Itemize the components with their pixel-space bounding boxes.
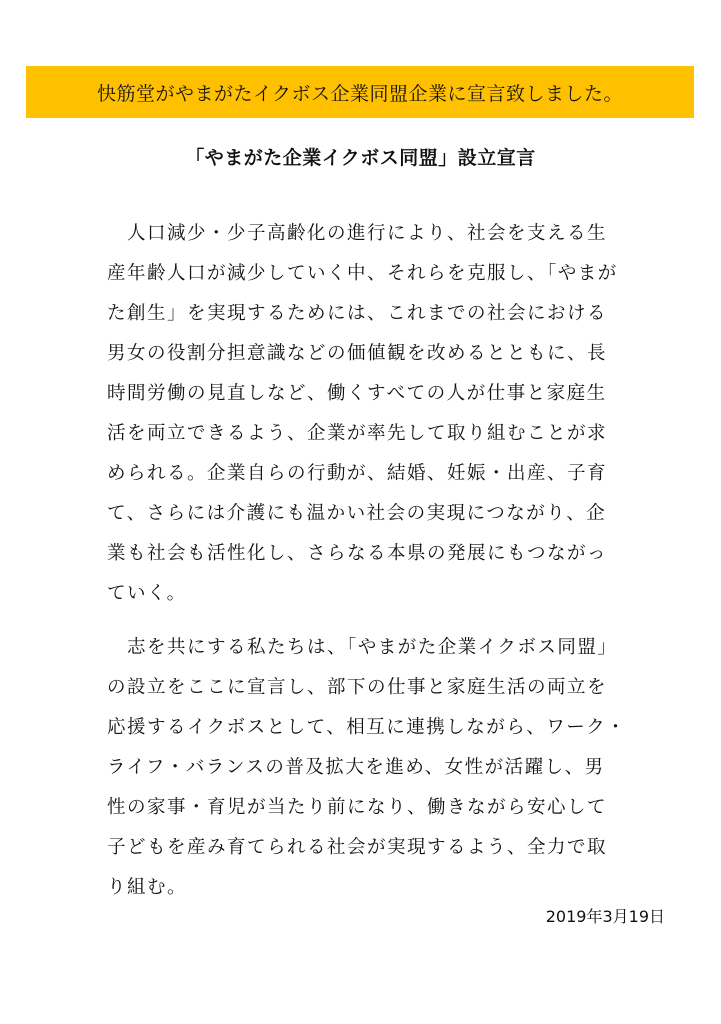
- paragraph-line: 活を両立できるよう、企業が率先して取り組むことが求: [107, 423, 608, 444]
- declaration-title: 「やまがた企業イクボス同盟」設立宣言: [185, 147, 536, 169]
- paragraph-line: の設立をここに宣言し、部下の仕事と家庭生活の両立を: [107, 677, 608, 698]
- declaration-paragraph-1: [107, 214, 637, 614]
- paragraph-line: て、さらには介護にも温かい社会の実現につながり、企: [107, 503, 607, 524]
- paragraph-line: 業も社会も活性化し、さらなる本県の発展にもつながっ: [107, 543, 608, 564]
- declaration-paragraph-2: [107, 628, 637, 908]
- paragraph-line: 性の家事・育児が当たり前になり、働きながら安心して: [107, 797, 608, 818]
- paragraph-line: 人口減少・少子高齢化の進行により、社会を支える生: [107, 223, 608, 244]
- paragraph-line: ていく。: [107, 583, 187, 604]
- paragraph-line: 志を共にする私たちは、「やまがた企業イクボス同盟」: [107, 637, 618, 658]
- paragraph-line: 時間労働の見直しなど、働くすべての人が仕事と家庭生: [107, 383, 607, 404]
- paragraph-line: り組む。: [107, 877, 188, 898]
- announcement-banner: [26, 66, 694, 118]
- paragraph-line: 子どもを産み育てられる社会が実現するよう、全力で取: [107, 837, 608, 858]
- announcement-text: 快筋堂がやまがたイクボス企業同盟企業に宣言致しました。: [96, 82, 624, 105]
- paragraph-line: た創生」を実現するためには、これまでの社会における: [107, 303, 608, 324]
- paragraph-line: 男女の役割分担意識などの価値観を改めるとともに、長: [107, 343, 608, 364]
- paragraph-line: められる。企業自らの行動が、結婚、妊娠・出産、子育: [107, 463, 608, 484]
- paragraph-line: 産年齢人口が減少していく中、それらを克服し、「やまが: [107, 263, 618, 284]
- paragraph-line: 応援するイクボスとして、相互に連携しながら、ワーク・: [107, 717, 627, 738]
- declaration-date: 2019年3月19日: [545, 907, 665, 926]
- paragraph-line: ライフ・バランスの普及拡大を進め、女性が活躍し、男: [107, 757, 605, 778]
